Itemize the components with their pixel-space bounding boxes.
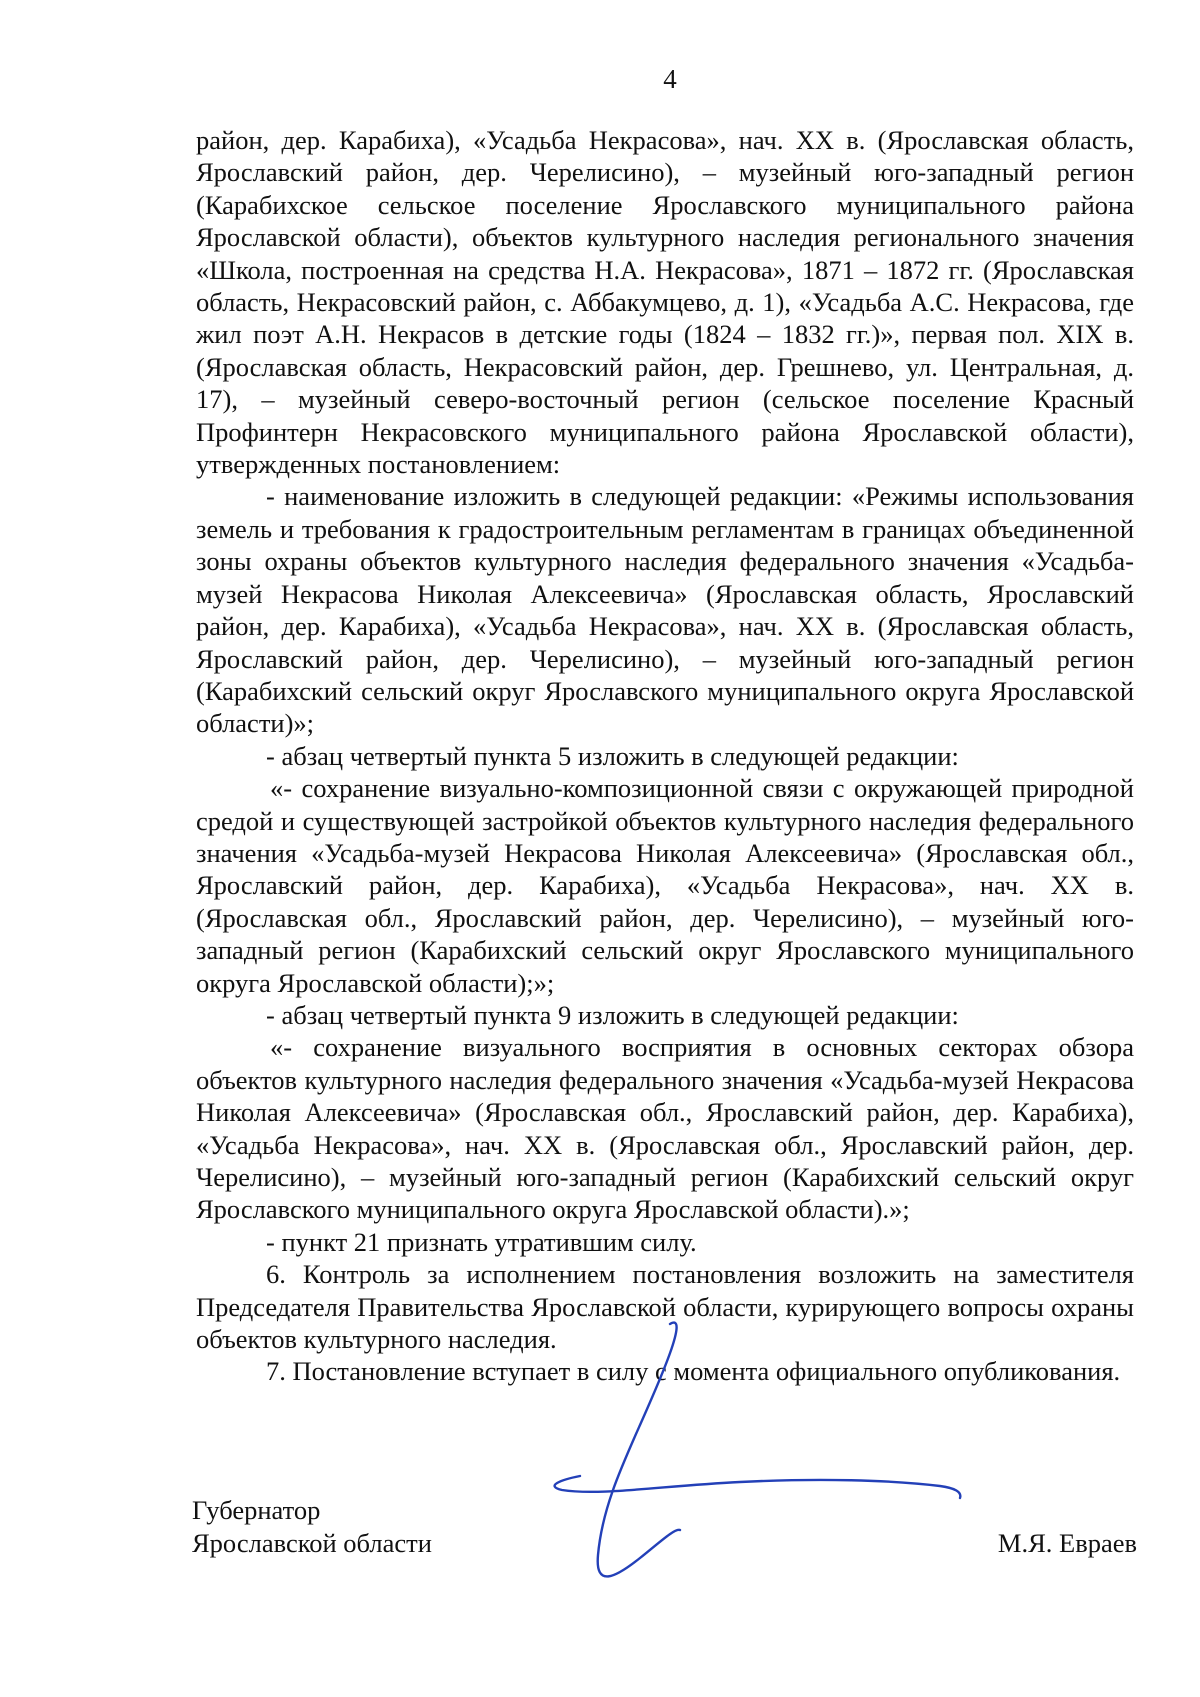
paragraph-point9-text: «- сохранение визуального восприятия в основных секторах обзора объектов культурного наследия федерального значения «Усадьба-музей Некрасова Николая Алексеевича» (Ярославская обл., Ярославский район, дер. Карабиха), «Усадьба Некрасова», нач. XX в. (Ярославская обл., Ярославский район, дер. Черелисино), – музейный юго-западный регион (Карабихский сельский округ Ярославского муниципального округа Ярославской области).»;: [196, 1032, 1134, 1225]
paragraph-item-6: 6. Контроль за исполнением постановления возложить на заместителя Председателя Правительства Ярославской области, курирующего вопросы охраны объектов культурного наследия.: [196, 1259, 1134, 1355]
paragraph-point5-intro: - абзац четвертый пункта 5 изложить в следующей редакции:: [266, 740, 959, 771]
signatory-title: [192, 1494, 432, 1560]
paragraph-name-change: - наименование изложить в следующей редакции: «Режимы использования земель и требования к градостроительным регламентам в границах объединенной зоны охраны объектов культурного наследия федерального значения «Усадьба-музей Некрасова Николая Алексеевича» (Ярославская область, Ярославский район, дер. Карабиха), «Усадьба Некрасова», нач. XX в. (Ярославская область, Ярославский район, дер. Черелисино), – музейный юго-западный регион (Карабихский сельский округ Ярославского муниципального округа Ярославской области)»;: [196, 481, 1134, 739]
document-body: [196, 124, 1134, 1388]
paragraph-point5-text: «- сохранение визуально-композиционной связи с окружающей природной средой и существующей застройкой объектов культурного наследия федерального значения «Усадьба-музей Некрасова Николая Алексеевича» (Ярославская обл., Ярославский район, дер. Карабиха), «Усадьба Некрасова», нач. XX в. (Ярославская обл., Ярославский район, дер. Черелисино), – музейный юго-западный регион (Карабихский сельский округ Ярославского муниципального округа Ярославской области);»;: [196, 773, 1134, 998]
signature-stroke-loop: [598, 1323, 680, 1577]
signatory-title-line2: Ярославской области: [192, 1528, 432, 1558]
signature-stroke-underline: [555, 1476, 961, 1498]
signatory-title-line1: Губернатор: [192, 1495, 321, 1525]
paragraph-point21: - пункт 21 признать утратившим силу.: [266, 1226, 697, 1257]
page-number: 4: [663, 64, 677, 94]
handwritten-signature: [540, 1320, 1020, 1650]
signatory-name: М.Я. Евраев: [997, 1528, 1137, 1558]
paragraph-point9-intro: - абзац четвертый пункта 9 изложить в следующей редакции:: [266, 999, 959, 1030]
paragraph-continuation: район, дер. Карабиха), «Усадьба Некрасова», нач. XX в. (Ярославская область, Ярославский район, дер. Черелисино), – музейный юго-западный регион (Карабихское сельское поселение Ярославского муниципального района Ярославской области), объектов культурного наследия регионального значения «Школа, построенная на средства Н.А. Некрасова», 1871 – 1872 гг. (Ярославская область, Некрасовский район, с. Аббакумцево, д. 1), «Усадьба А.С. Некрасова, где жил поэт А.Н. Некрасов в детские годы (1824 – 1832 гг.)», первая пол. XIX в. (Ярославская область, Некрасовский район, дер. Грешнево, ул. Центральная, д. 17), – музейный северо-восточный регион (сельское поселение Красный Профинтерн Некрасовского муниципального района Ярославской области), утвержденных постановлением:: [196, 125, 1134, 480]
paragraph-item-7: 7. Постановление вступает в силу с момента официального опубликования.: [266, 1356, 1121, 1387]
